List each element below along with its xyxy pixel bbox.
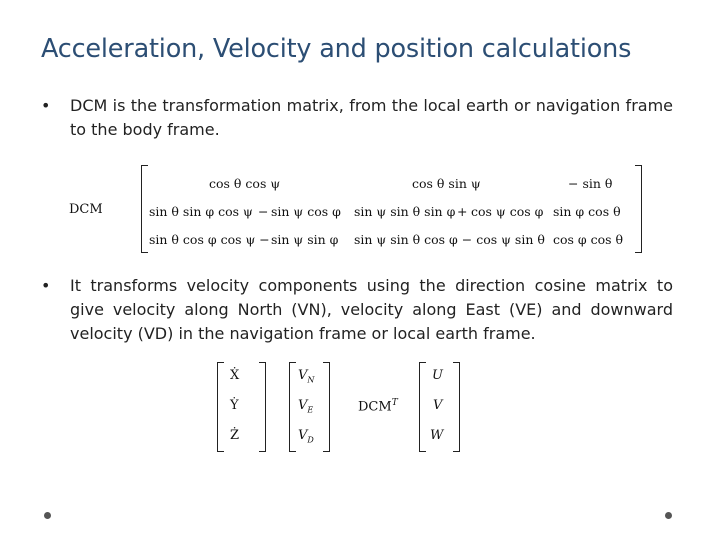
left-bracket: [141, 165, 148, 253]
u-component: U: [432, 368, 443, 383]
dcm-r1c1: cos θ cos ψ: [209, 176, 281, 191]
vd: $V_D$: [298, 428, 314, 445]
v-component: V: [433, 398, 443, 413]
left-vector-bracket-l: [217, 362, 224, 452]
w-component: W: [430, 428, 444, 443]
right-bracket: [635, 165, 642, 253]
bullet-dot-icon: •: [41, 96, 51, 115]
dcm-equation: [63, 155, 651, 257]
dcm-r2c2a: sin ψ sin θ sin φ: [354, 204, 456, 219]
bullet-item-1: [41, 94, 673, 144]
bullet-item-2: [41, 274, 673, 348]
dcm-r2c2-plus: +: [457, 204, 468, 219]
bullet-text-2: It transforms velocity components using the direction cosine matrix to give velocity along North (VN), velocity along East (VE) and downward velocity (VD) in the navigation frame or local earth frame.: [70, 276, 673, 343]
x-dot: Ẋ: [230, 368, 240, 383]
dcm-r1c2: cos θ sin ψ: [412, 176, 481, 191]
body-vector-bracket-l: [419, 362, 426, 452]
nav-vector-bracket-r: [323, 362, 330, 452]
bullet-dot-icon: •: [41, 276, 51, 295]
corner-dot-icon-left: [44, 512, 51, 519]
slide-title: Acceleration, Velocity and position calculations: [41, 34, 632, 64]
dcm-r2c1-minus: −: [258, 204, 269, 219]
dcm-r1c3: − sin θ: [568, 176, 613, 191]
dcm-r2c1b: sin ψ cos φ: [271, 204, 341, 219]
dcm-r3c3: cos φ cos θ: [553, 232, 624, 247]
y-dot: Ẏ: [230, 398, 239, 413]
left-vector-bracket-r: [259, 362, 266, 452]
nav-vector-bracket-l: [289, 362, 296, 452]
corner-dot-icon-right: [665, 512, 672, 519]
body-vector-bracket-r: [453, 362, 460, 452]
velocity-equation: [205, 356, 465, 456]
dcm-label: DCM: [69, 202, 103, 217]
bullet-text-1: DCM is the transformation matrix, from the local earth or navigation frame to the body frame.: [70, 96, 673, 139]
dcm-r2c3: sin φ cos θ: [553, 204, 621, 219]
dcm-r2c2b: cos ψ cos φ: [471, 204, 544, 219]
dcm-r3c2: sin ψ sin θ cos φ − cos ψ sin θ: [354, 232, 545, 247]
dcm-r2c1a: sin θ sin φ cos ψ: [149, 204, 253, 219]
dcm-transpose: $DCM^T$: [358, 398, 398, 415]
z-dot: Ż: [230, 428, 240, 443]
vn: $V_N$: [298, 368, 315, 385]
dcm-r3c1b: sin ψ sin φ: [271, 232, 339, 247]
dcm-r3c1a: sin θ cos φ cos ψ −: [149, 232, 270, 247]
ve: $V_E$: [298, 398, 314, 415]
